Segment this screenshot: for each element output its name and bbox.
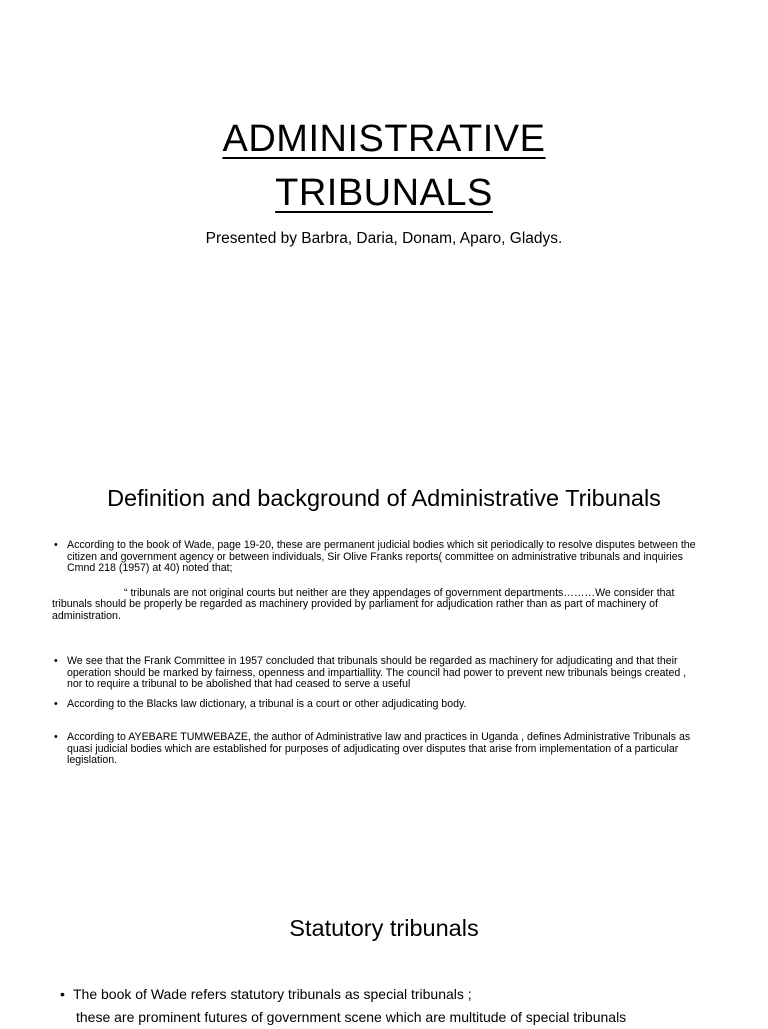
presentation-title [0,112,768,220]
bullet-dot: • [54,655,58,667]
bullet-text: According to AYEBARE TUMWEBAZE, the author of Administrative law and practices in Uganda , defines Administrative Tribunals as quasi judicial bodies which are established for purposes of adjudicating over disputes that arise from implementation of a particular legislation. [67,731,691,766]
bullet-text: According to the book of Wade, page 19-20, these are permanent judicial bodies which sit periodically to resolve disputes between the citizen and government agency or between individuals, Sir Olive Franks reports( committee on administrative tribunals and inquiries Cmnd 218 (1957) at 40) noted that; [67,539,696,574]
bullet-text: We see that the Frank Committee in 1957 concluded that tribunals should be regarded as machinery for adjudicating and that their operation should be marked by fairness, openness and impartiallity. The council had power to prevent new tribunals beings created , nor to require a tribunal to be abolished that had ceased to serve a useful [67,655,687,690]
bullet-dot: • [54,697,58,710]
bullet-dot: • [54,539,58,551]
bullet-item [52,656,704,691]
presenters-subtitle: Presented by Barbra, Daria, Donam, Aparo, Gladys. [205,230,563,247]
slide-definition [0,446,768,884]
bullet-item [58,983,718,1006]
slide-body [52,540,704,767]
bullet-text: According to the Blacks law dictionary, a tribunal is a court or other adjudicating body. [67,697,467,710]
continuation-text: these are prominent futures of government scene which are multitude of special tribunals [76,1009,627,1025]
title-line-1: ADMINISTRATIVE [222,118,546,160]
bullet-item [52,699,704,711]
bullet-dot: • [54,731,58,743]
slide-heading: Definition and background of Administrative Tribunals [107,485,661,511]
bullet-text: The book of Wade refers statutory tribunals as special tribunals ; [73,986,472,1002]
quote-paragraph: “ tribunals are not original courts but neither are they appendages of government departments………We consider that tribunals should be properly be regarded as machinery provided by parliament for adjudication rather than as part of machinery of administration. [52,586,675,622]
bullet-item [52,540,704,575]
bullet-dot: • [60,986,65,1002]
slide-title [0,0,768,440]
title-line-2: TRIBUNALS [275,172,493,214]
slide-statutory-tribunals [0,890,768,1024]
bullet-item [52,732,704,767]
slide-body [58,983,718,1029]
slide-heading: Statutory tribunals [289,915,479,941]
